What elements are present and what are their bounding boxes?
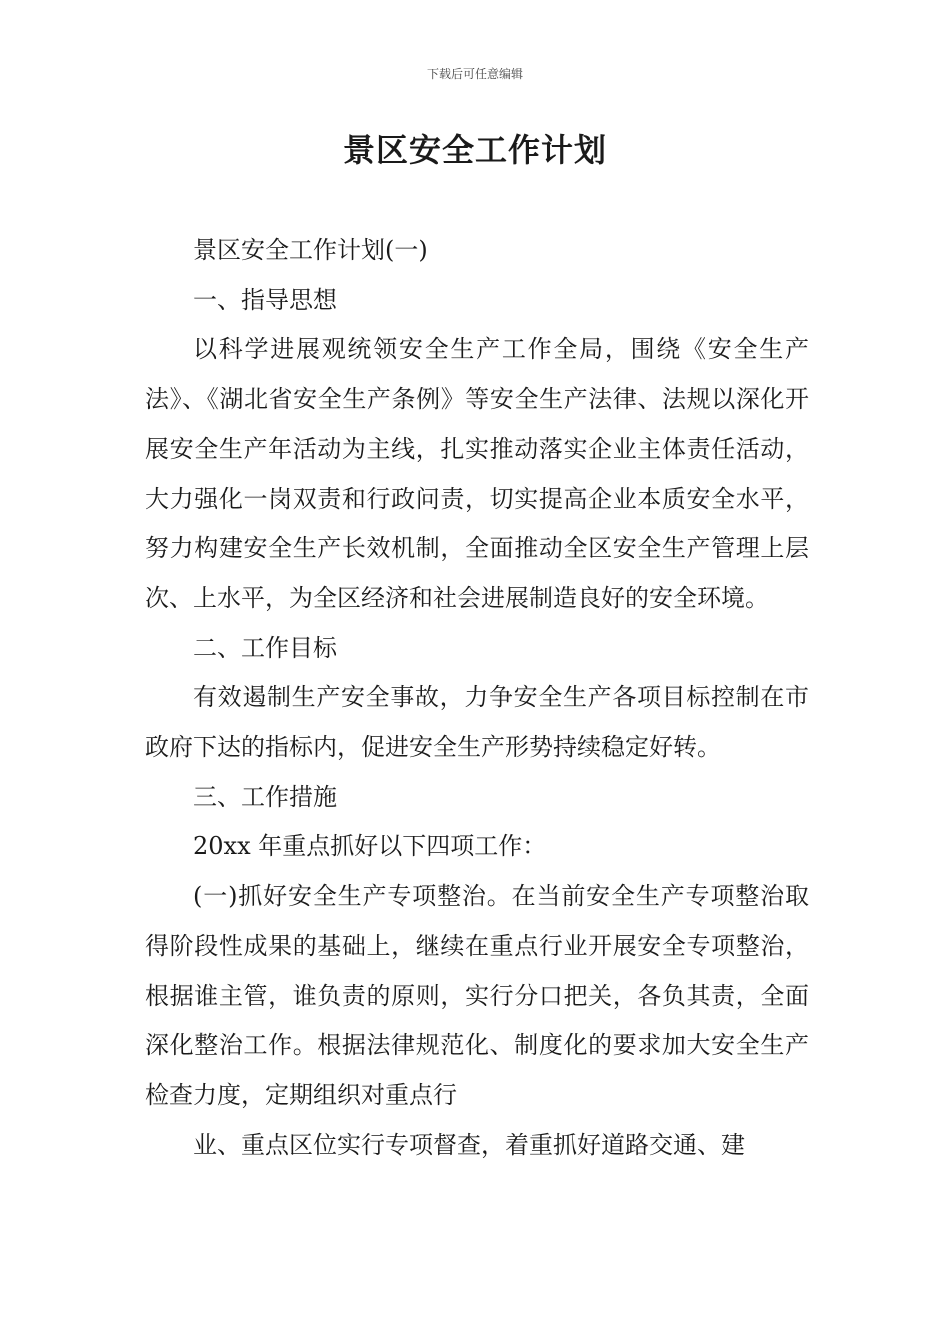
heading-work-measures: 三、工作措施	[193, 782, 337, 811]
section-subtitle: 景区安全工作计划(一)	[193, 236, 428, 264]
document-title: 景区安全工作计划	[342, 131, 607, 169]
page-header-note: 下载后可任意编辑	[426, 67, 523, 81]
heading-guiding-ideology: 一、指导思想	[193, 285, 337, 314]
paragraph-special-rectification: (一)抓好安全生产专项整治。在当前安全生产专项整治取得阶段性成果的基础上，继续在重点行业开展安全专项整治，根据谁主管，谁负责的原则，实行分口把关，各负其责，全面深化整治工作。根据法律规范化、制度化的要求加大安全生产检查力度，定期组织对重点行	[145, 882, 809, 1109]
paragraph-continuation: 业、重点区位实行专项督查，着重抓好道路交通、建	[193, 1130, 745, 1159]
paragraph-work-goals: 有效遏制生产安全事故，力争安全生产各项目标控制在市政府下达的指标内，促进安全生产形势持续稳定好转。	[145, 683, 809, 762]
paragraph-guiding-ideology: 以科学进展观统领安全生产工作全局，围绕《安全生产法》、《湖北省安全生产条例》等安全生产法律、法规以深化开展安全生产年活动为主线，扎实推动落实企业主体责任活动，大力强化一岗双责和行政问责，切实提高企业本质安全水平，努力构建安全生产长效机制，全面推动全区安全生产管理上层次、上水平，为全区经济和社会进展制造良好的安全环境。	[145, 335, 809, 612]
paragraph-key-tasks-intro: 20xx 年重点抓好以下四项工作：	[193, 832, 547, 861]
document-body	[145, 226, 809, 1170]
heading-work-goals: 二、工作目标	[193, 633, 337, 662]
